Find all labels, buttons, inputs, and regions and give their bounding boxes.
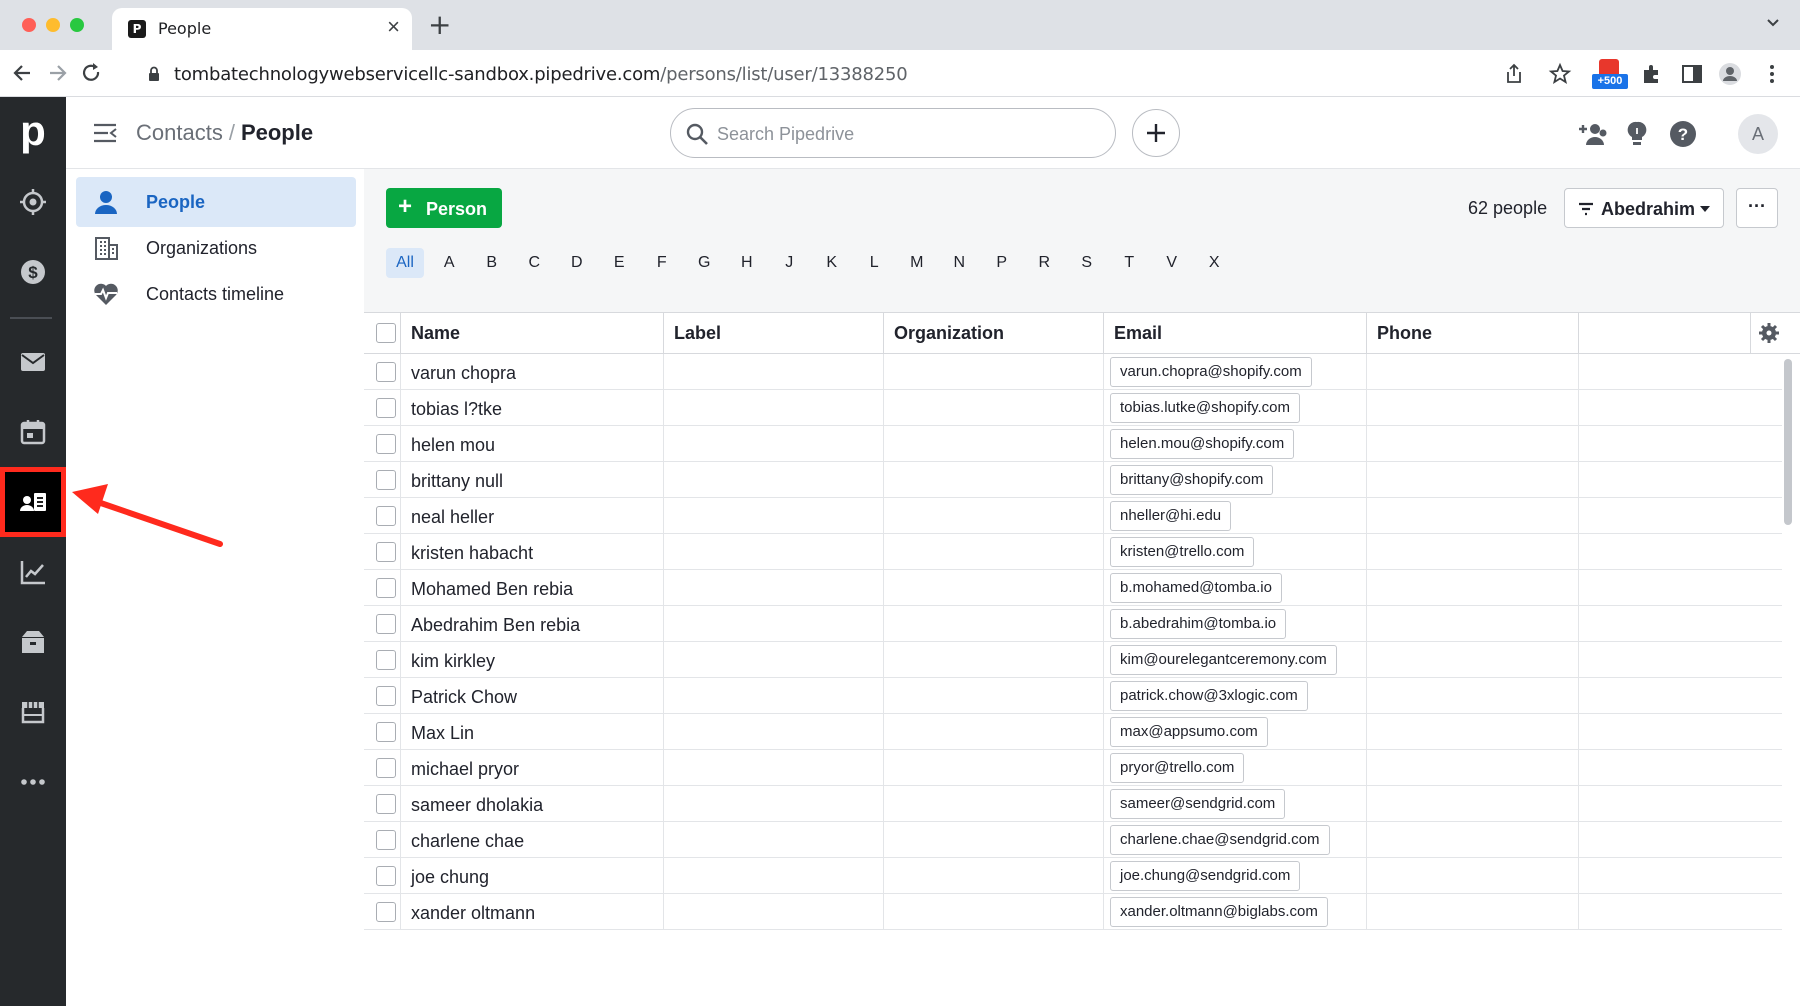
letter-filter-f[interactable]: F: [656, 254, 667, 271]
table-row[interactable]: [364, 822, 1782, 858]
breadcrumb-contacts[interactable]: Contacts: [136, 120, 223, 145]
phone-cell[interactable]: [1367, 354, 1579, 390]
row-spacer-cell: [1579, 822, 1782, 858]
tab-title: People: [158, 19, 212, 38]
email-chip[interactable]: kristen@trello.com: [1110, 537, 1254, 567]
mail-icon: [18, 347, 48, 377]
letter-filter-d[interactable]: D: [570, 254, 583, 271]
letter-filter-l[interactable]: L: [869, 254, 879, 271]
email-cell: [1104, 894, 1367, 930]
row-checkbox[interactable]: [376, 542, 396, 562]
phone-cell[interactable]: [1367, 606, 1579, 642]
lightbulb-icon[interactable]: [1622, 119, 1652, 149]
letter-filter-r[interactable]: R: [1038, 254, 1051, 271]
person-name[interactable]: charlene chae: [401, 822, 664, 858]
row-checkbox[interactable]: [376, 578, 396, 598]
row-select-cell: [364, 570, 401, 606]
organization-cell[interactable]: [884, 642, 1104, 678]
email-chip[interactable]: b.abedrahim@tomba.io: [1110, 609, 1286, 639]
table-row[interactable]: [364, 678, 1782, 714]
email-cell: [1104, 822, 1367, 858]
table-row[interactable]: [364, 606, 1782, 642]
extension-badge[interactable]: [1592, 59, 1628, 89]
email-chip[interactable]: helen.mou@shopify.com: [1110, 429, 1294, 459]
label-cell[interactable]: [664, 570, 884, 606]
letter-filter-e[interactable]: E: [613, 254, 625, 271]
email-cell: [1104, 354, 1367, 390]
row-checkbox[interactable]: [376, 650, 396, 670]
email-chip[interactable]: varun.chopra@shopify.com: [1110, 357, 1312, 387]
reload-icon[interactable]: [78, 60, 104, 86]
letter-filter-n[interactable]: N: [953, 254, 966, 271]
chart-icon: [18, 557, 48, 587]
calendar-icon: [18, 417, 48, 447]
row-checkbox[interactable]: [376, 506, 396, 526]
heartbeat-icon: [92, 280, 120, 308]
label-cell[interactable]: [664, 354, 884, 390]
letter-filter-all[interactable]: All: [386, 248, 424, 278]
letter-filter-m[interactable]: M: [910, 254, 924, 271]
person-name[interactable]: Abedrahim Ben rebia: [401, 606, 664, 642]
owner-filter-label: Abedrahim: [1601, 199, 1696, 219]
organization-cell[interactable]: [884, 678, 1104, 714]
url-host: tombatechnologywebservicellc-sandbox.pipedrive.com: [174, 64, 661, 85]
row-spacer-cell: [1579, 426, 1782, 462]
side-panel-icon[interactable]: [1680, 62, 1704, 86]
annotation-arrow-icon: [68, 478, 228, 550]
label-cell[interactable]: [664, 786, 884, 822]
email-chip[interactable]: tobias.lutke@shopify.com: [1110, 393, 1300, 423]
share-icon[interactable]: [1502, 62, 1526, 86]
nav-deals-dollar-icon[interactable]: [0, 237, 66, 307]
email-chip[interactable]: brittany@shopify.com: [1110, 465, 1273, 495]
email-cell: [1104, 858, 1367, 894]
table-row[interactable]: [364, 894, 1782, 930]
organization-cell[interactable]: [884, 534, 1104, 570]
sidebar-item-contacts-timeline[interactable]: [76, 269, 356, 319]
person-name[interactable]: brittany null: [401, 462, 664, 498]
table-row[interactable]: [364, 714, 1782, 750]
label-cell[interactable]: [664, 858, 884, 894]
row-checkbox[interactable]: [376, 794, 396, 814]
nav-divider: [10, 317, 52, 319]
email-chip[interactable]: patrick.chow@3xlogic.com: [1110, 681, 1308, 711]
row-spacer-cell: [1579, 462, 1782, 498]
window-zoom-button[interactable]: [70, 18, 84, 32]
row-checkbox[interactable]: [376, 686, 396, 706]
organization-cell[interactable]: [884, 426, 1104, 462]
label-cell[interactable]: [664, 390, 884, 426]
row-select-cell: [364, 462, 401, 498]
row-spacer-cell: [1579, 534, 1782, 570]
more-dots-icon: [18, 767, 48, 797]
email-chip[interactable]: xander.oltmann@biglabs.com: [1110, 897, 1328, 927]
label-cell[interactable]: [664, 678, 884, 714]
table-row[interactable]: [364, 390, 1782, 426]
column-settings-gear-icon[interactable]: [1758, 322, 1780, 344]
person-name[interactable]: Patrick Chow: [401, 678, 664, 714]
letter-filter-c[interactable]: C: [528, 254, 541, 271]
phone-cell[interactable]: [1367, 786, 1579, 822]
table-row[interactable]: [364, 354, 1782, 390]
browser-toolbar: [0, 50, 1800, 97]
phone-cell[interactable]: [1367, 642, 1579, 678]
owner-filter-dropdown[interactable]: [1564, 188, 1724, 228]
email-cell: [1104, 390, 1367, 426]
column-header-phone[interactable]: Phone: [1367, 313, 1579, 353]
nav-more-icon[interactable]: [0, 747, 66, 817]
person-name[interactable]: varun chopra: [401, 354, 664, 390]
tab-search-chevron-icon[interactable]: [1766, 16, 1780, 30]
plus-icon: [1145, 122, 1167, 144]
back-arrow-icon[interactable]: [10, 60, 36, 86]
row-spacer-cell: [1579, 714, 1782, 750]
phone-cell[interactable]: [1367, 390, 1579, 426]
row-spacer-cell: [1579, 786, 1782, 822]
organization-cell[interactable]: [884, 750, 1104, 786]
svg-text:$: $: [28, 263, 38, 282]
row-spacer-cell: [1579, 894, 1782, 930]
table-row[interactable]: [364, 426, 1782, 462]
plus-icon: +: [398, 193, 413, 220]
person-name[interactable]: Max Lin: [401, 714, 664, 750]
address-bar[interactable]: [132, 58, 1572, 90]
phone-cell[interactable]: [1367, 858, 1579, 894]
nav-leads-target-icon[interactable]: [0, 167, 66, 237]
person-name[interactable]: kim kirkley: [401, 642, 664, 678]
row-spacer-cell: [1579, 570, 1782, 606]
row-checkbox[interactable]: [376, 758, 396, 778]
organization-cell[interactable]: [884, 462, 1104, 498]
table-row[interactable]: [364, 858, 1782, 894]
person-name[interactable]: kristen habacht: [401, 534, 664, 570]
phone-cell[interactable]: [1367, 822, 1579, 858]
organization-cell[interactable]: [884, 390, 1104, 426]
row-select-cell: [364, 678, 401, 714]
organization-cell[interactable]: [884, 786, 1104, 822]
more-actions-button[interactable]: ···: [1736, 188, 1778, 228]
email-cell: [1104, 786, 1367, 822]
tab-close-icon[interactable]: ×: [387, 14, 400, 39]
alphabet-filter: [386, 248, 1236, 278]
people-count: 62 people: [1468, 198, 1548, 218]
nav-contacts-icon[interactable]: [0, 467, 66, 537]
profile-icon[interactable]: [1718, 62, 1742, 86]
search-box[interactable]: [670, 108, 1116, 158]
url-text: [174, 64, 908, 85]
label-cell[interactable]: [664, 498, 884, 534]
row-select-cell: [364, 354, 401, 390]
filter-icon: [1577, 200, 1595, 218]
phone-cell[interactable]: [1367, 894, 1579, 930]
person-name[interactable]: sameer dholakia: [401, 786, 664, 822]
table-scrollbar[interactable]: [1784, 359, 1792, 525]
label-cell[interactable]: [664, 606, 884, 642]
row-select-cell: [364, 858, 401, 894]
building-icon: [92, 234, 120, 262]
nav-marketplace-store-icon[interactable]: [0, 677, 66, 747]
person-name[interactable]: michael pryor: [401, 750, 664, 786]
letter-filter-h[interactable]: H: [740, 254, 753, 271]
row-checkbox[interactable]: [376, 434, 396, 454]
person-name[interactable]: xander oltmann: [401, 894, 664, 930]
row-select-cell: [364, 714, 401, 750]
column-header-organization[interactable]: Organization: [884, 313, 1104, 353]
user-avatar[interactable]: A: [1738, 114, 1778, 154]
row-spacer-cell: [1579, 642, 1782, 678]
email-chip[interactable]: sameer@sendgrid.com: [1110, 789, 1285, 819]
table-row[interactable]: [364, 642, 1782, 678]
add-person-label: Person: [426, 199, 488, 219]
row-spacer-cell: [1579, 354, 1782, 390]
phone-cell[interactable]: [1367, 750, 1579, 786]
row-select-cell: [364, 498, 401, 534]
letter-filter-t[interactable]: T: [1124, 254, 1135, 271]
email-cell: [1104, 462, 1367, 498]
help-icon[interactable]: [1668, 119, 1698, 149]
person-name[interactable]: tobias l?tke: [401, 390, 664, 426]
table-row[interactable]: [364, 750, 1782, 786]
email-cell: [1104, 750, 1367, 786]
add-person-button[interactable]: [386, 188, 502, 228]
pipedrive-favicon-icon: P: [128, 20, 146, 38]
organization-cell[interactable]: [884, 894, 1104, 930]
row-spacer-cell: [1579, 606, 1782, 642]
window-minimize-button[interactable]: [46, 18, 60, 32]
sidebar-item-label: People: [146, 191, 206, 212]
label-cell[interactable]: [664, 714, 884, 750]
organization-cell[interactable]: [884, 354, 1104, 390]
nav-mail-icon[interactable]: [0, 327, 66, 397]
column-header-email[interactable]: Email: [1104, 313, 1367, 353]
new-tab-button[interactable]: +: [428, 8, 452, 41]
sidebar-item-organizations[interactable]: [76, 223, 356, 273]
column-header-spacer: [1579, 313, 1751, 353]
row-select-cell: [364, 426, 401, 462]
breadcrumb-separator: /: [228, 120, 235, 145]
nav-products-box-icon[interactable]: [0, 607, 66, 677]
letter-filter-v[interactable]: V: [1166, 254, 1178, 271]
email-cell: [1104, 570, 1367, 606]
organization-cell[interactable]: [884, 570, 1104, 606]
target-icon: [18, 187, 48, 217]
phone-cell[interactable]: [1367, 570, 1579, 606]
letter-filter-s[interactable]: S: [1081, 254, 1093, 271]
caret-down-icon: [1699, 204, 1711, 214]
label-cell[interactable]: [664, 750, 884, 786]
email-chip[interactable]: pryor@trello.com: [1110, 753, 1244, 783]
label-cell[interactable]: [664, 894, 884, 930]
row-select-cell: [364, 786, 401, 822]
row-select-cell: [364, 606, 401, 642]
row-checkbox[interactable]: [376, 722, 396, 742]
row-checkbox[interactable]: [376, 614, 396, 634]
email-cell: [1104, 678, 1367, 714]
letter-filter-g[interactable]: G: [698, 254, 711, 271]
breadcrumb: [136, 120, 313, 146]
browser-tab-bar: [0, 0, 1800, 50]
extension-badge-count: +500: [1592, 74, 1628, 89]
letter-filter-k[interactable]: K: [826, 254, 838, 271]
app-header: [66, 97, 1800, 169]
email-cell: [1104, 642, 1367, 678]
search-input[interactable]: [717, 121, 1097, 147]
row-spacer-cell: [1579, 858, 1782, 894]
select-all-cell: [364, 313, 401, 353]
search-icon: [685, 122, 709, 146]
sidebar-item-people[interactable]: [76, 177, 356, 227]
lock-icon: [148, 66, 160, 82]
row-spacer-cell: [1579, 498, 1782, 534]
label-cell[interactable]: [664, 426, 884, 462]
row-checkbox[interactable]: [376, 866, 396, 886]
label-cell[interactable]: [664, 642, 884, 678]
email-chip[interactable]: joe.chung@sendgrid.com: [1110, 861, 1300, 891]
person-name[interactable]: neal heller: [401, 498, 664, 534]
email-cell: [1104, 426, 1367, 462]
row-checkbox[interactable]: [376, 398, 396, 418]
table-header: [364, 313, 1800, 354]
sidebar-item-label: Contacts timeline: [146, 283, 285, 304]
pipedrive-logo[interactable]: p: [20, 107, 46, 154]
row-select-cell: [364, 390, 401, 426]
letter-filter-x[interactable]: X: [1208, 254, 1220, 271]
table-row[interactable]: [364, 462, 1782, 498]
email-cell: [1104, 498, 1367, 534]
invite-users-icon[interactable]: [1578, 119, 1608, 149]
label-cell[interactable]: [664, 822, 884, 858]
contacts-card-icon: [18, 487, 48, 517]
row-select-cell: [364, 642, 401, 678]
row-checkbox[interactable]: [376, 470, 396, 490]
row-select-cell: [364, 534, 401, 570]
phone-cell[interactable]: [1367, 678, 1579, 714]
people-list-panel: [364, 169, 1800, 1006]
store-icon: [18, 697, 48, 727]
letter-filter-j[interactable]: J: [785, 254, 794, 271]
letter-filter-b[interactable]: B: [486, 254, 498, 271]
collapse-menu-icon[interactable]: [92, 121, 118, 145]
column-header-label[interactable]: Label: [664, 313, 884, 353]
email-chip[interactable]: charlene.chae@sendgrid.com: [1110, 825, 1330, 855]
organization-cell[interactable]: [884, 606, 1104, 642]
organization-cell[interactable]: [884, 714, 1104, 750]
row-checkbox[interactable]: [376, 902, 396, 922]
person-name[interactable]: helen mou: [401, 426, 664, 462]
phone-cell[interactable]: [1367, 426, 1579, 462]
bookmark-star-icon[interactable]: [1548, 62, 1572, 86]
letter-filter-a[interactable]: A: [443, 254, 455, 271]
dollar-icon: [18, 257, 48, 287]
nav-insights-chart-icon[interactable]: [0, 537, 66, 607]
row-select-cell: [364, 750, 401, 786]
page-title: People: [240, 120, 314, 145]
letter-filter-p[interactable]: P: [996, 254, 1008, 271]
url-path: /persons/list/user/13388250: [660, 64, 908, 85]
forward-arrow-icon[interactable]: [44, 60, 70, 86]
label-cell[interactable]: [664, 534, 884, 570]
phone-cell[interactable]: [1367, 462, 1579, 498]
row-checkbox[interactable]: [376, 362, 396, 382]
table-row[interactable]: [364, 786, 1782, 822]
nav-calendar-icon[interactable]: [0, 397, 66, 467]
email-chip[interactable]: b.mohamed@tomba.io: [1110, 573, 1282, 603]
quick-add-button[interactable]: [1132, 109, 1180, 157]
email-cell: [1104, 606, 1367, 642]
phone-cell[interactable]: [1367, 714, 1579, 750]
person-icon: [92, 188, 120, 216]
app-nav-rail: [0, 97, 66, 1006]
row-spacer-cell: [1579, 678, 1782, 714]
window-close-button[interactable]: [22, 18, 36, 32]
puzzle-extensions-icon[interactable]: [1640, 62, 1664, 86]
email-chip[interactable]: kim@ourelegantceremony.com: [1110, 645, 1337, 675]
box-icon: [18, 627, 48, 657]
column-header-name[interactable]: Name: [401, 313, 664, 353]
organization-cell[interactable]: [884, 822, 1104, 858]
select-all-checkbox[interactable]: [376, 323, 396, 343]
email-chip[interactable]: max@appsumo.com: [1110, 717, 1268, 747]
browser-menu-icon[interactable]: [1760, 62, 1784, 86]
row-checkbox[interactable]: [376, 830, 396, 850]
email-cell: [1104, 714, 1367, 750]
row-select-cell: [364, 822, 401, 858]
sidebar-item-label: Organizations: [146, 237, 258, 258]
table-row[interactable]: [364, 498, 1782, 534]
person-name[interactable]: Mohamed Ben rebia: [401, 570, 664, 606]
phone-cell[interactable]: [1367, 534, 1579, 570]
email-chip[interactable]: nheller@hi.edu: [1110, 501, 1231, 531]
people-table: [364, 312, 1800, 1006]
label-cell[interactable]: [664, 462, 884, 498]
svg-text:?: ?: [1677, 125, 1689, 144]
row-spacer-cell: [1579, 390, 1782, 426]
phone-cell[interactable]: [1367, 498, 1579, 534]
table-row[interactable]: [364, 534, 1782, 570]
email-cell: [1104, 534, 1367, 570]
row-spacer-cell: [1579, 750, 1782, 786]
organization-cell[interactable]: [884, 498, 1104, 534]
organization-cell[interactable]: [884, 858, 1104, 894]
table-row[interactable]: [364, 570, 1782, 606]
row-select-cell: [364, 894, 401, 930]
contacts-sidebar: [66, 169, 364, 1006]
person-name[interactable]: joe chung: [401, 858, 664, 894]
browser-tab[interactable]: [112, 8, 412, 50]
